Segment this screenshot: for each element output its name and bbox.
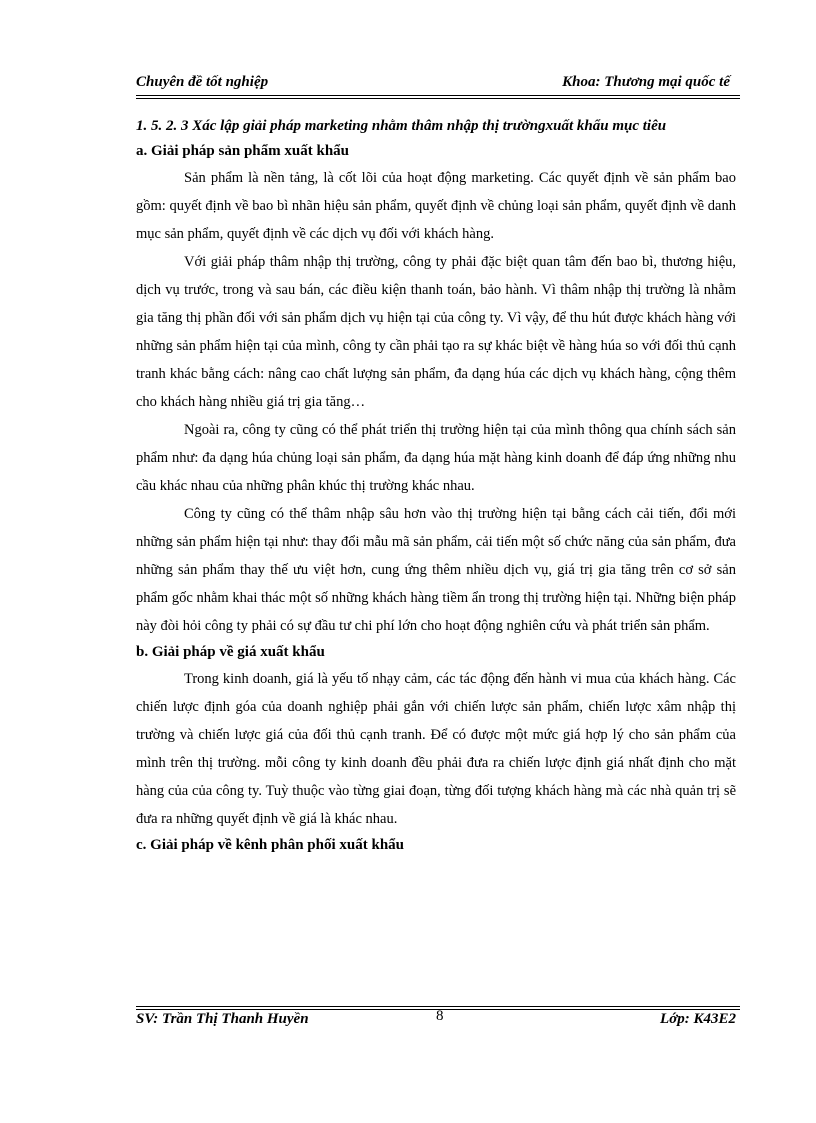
subsection-a-title: a. Giải pháp sản phẩm xuất khẩu bbox=[136, 143, 350, 159]
footer-student-name: SV: Trần Thị Thanh Huyền bbox=[136, 1011, 309, 1027]
footer-class: Lớp: K43E2 bbox=[660, 1011, 736, 1027]
paragraph: Trong kinh doanh, giá là yếu tố nhạy cảm, các tác động đến hành vi mua của khách hàng. Các chiến lược định góa của doanh nghiệp phải gắn với chiến lược sản phẩm, chiến lược xâm nhập thị trường và chiến lược giá của đối thủ cạnh tranh. Để có được một mức giá hợp lý cho sản phẩm của mình trên thị trường. mỗi công ty kinh doanh đều phải đưa ra chiến lược định giá nhất định cho mặt hàng của của công ty. Tuỳ thuộc vào từng giai đoạn, từng đối tượng khách hàng mà các nhà quản trị sẽ đưa ra những quyết định về giá là khác nhau. bbox=[136, 671, 736, 827]
paragraph: Công ty cũng có thể thâm nhập sâu hơn vào thị trường hiện tại bằng cách cải tiến, đổi mới những sản phẩm hiện tại như: thay đổi mẫu mã sản phẩm, cải tiến một số chức năng của sản phẩm, đưa những sản phẩm thay thế ưu việt hơn, cung ứng thêm nhiều dịch vụ, giá trị gia tăng trên cơ sở sản phẩm gốc nhằm khai thác một số những khách hàng tiềm ẩn trong thị trường hiện tại. Những biện pháp này đòi hỏi công ty phải có sự đầu tư chi phí lớn cho hoạt động nghiên cứu và phát triển sản phẩm. bbox=[136, 506, 736, 634]
paragraph: Với giải pháp thâm nhập thị trường, công ty phải đặc biệt quan tâm đến bao bì, thương hiệu, dịch vụ trước, trong và sau bán, các điều kiện thanh toán, bảo hành. Vì thâm nhập thị trường là nhằm gia tăng thị phần đối với sản phẩm dịch vụ hiện tại của công ty. Vì vậy, để thu hút được khách hàng với những sản phẩm hiện tại của mình, công ty cần phải tạo ra sự khác biệt về hàng húa so với đối thủ cạnh tranh khác bằng cách: nâng cao chất lượng sản phẩm, đa dạng húa các dịch vụ khách hàng, cộng thêm cho khách hàng nhiều giá trị gia tăng… bbox=[136, 254, 737, 410]
subsection-b-title: b. Giải pháp về giá xuất khẩu bbox=[136, 644, 325, 660]
subsection-c-title: c. Giải pháp về kênh phân phối xuất khẩu bbox=[136, 837, 405, 853]
page-footer bbox=[136, 1008, 736, 1035]
header-right-text: Khoa: Thương mại quốc tế bbox=[562, 74, 730, 90]
header-left-text: Chuyên đề tốt nghiệp bbox=[136, 74, 269, 90]
paragraph: Ngoài ra, công ty cũng có thể phát triển thị trường hiện tại của mình thông qua chính sách sản phẩm như: đa dạng húa chủng loại sản phẩm, đa dạng húa mặt hàng kinh doanh để đáp ứng những nhu cầu khác nhau của những phân khúc thị trường khác nhau. bbox=[136, 422, 736, 494]
page-number: 8 bbox=[436, 1008, 444, 1024]
section-title: 1. 5. 2. 3 Xác lập giải pháp marketing nhằm thâm nhập thị trườngxuất khẩu mục tiêu bbox=[136, 118, 667, 134]
paragraph: Sản phẩm là nền tảng, là cốt lõi của hoạt động marketing. Các quyết định về sản phẩm bao gồm: quyết định về bao bì nhãn hiệu sản phẩm, quyết định về chủng loại sản phẩm, quyết định về danh mục sản phẩm, quyết định về các dịch vụ đối với khách hàng. bbox=[136, 170, 736, 242]
page-body bbox=[136, 114, 736, 858]
page-header bbox=[136, 74, 730, 91]
header-rule bbox=[136, 95, 740, 99]
